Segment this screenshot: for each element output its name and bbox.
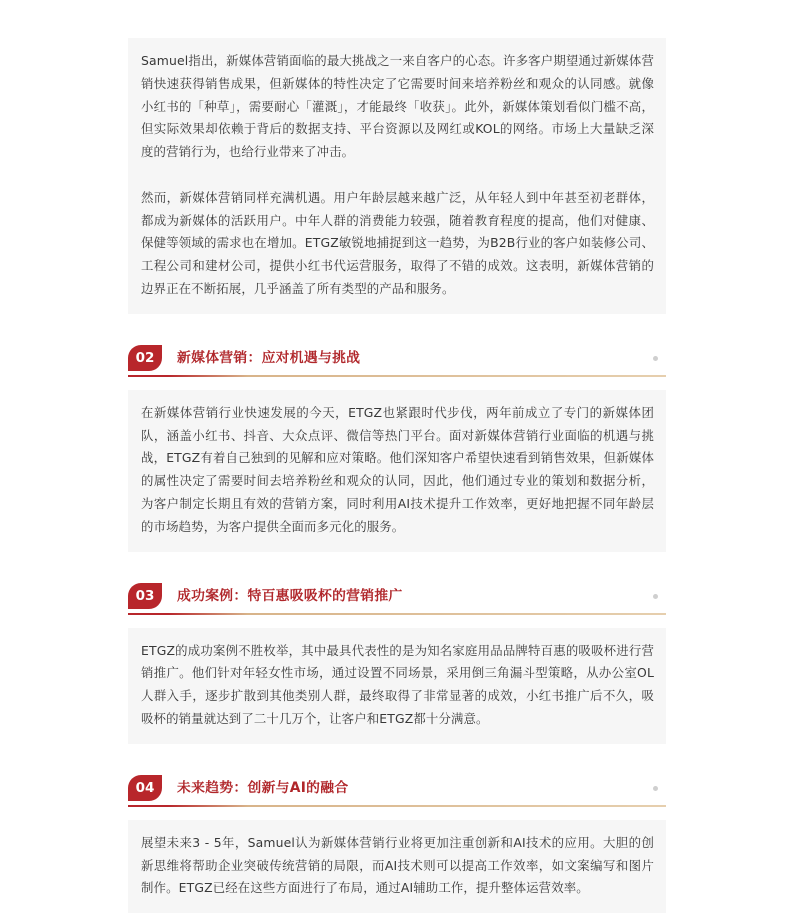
dot-icon: [653, 594, 658, 599]
section-title: 成功案例：特百惠吸吸杯的营销推广: [177, 587, 403, 604]
section-02-text-box: [128, 390, 666, 552]
section-number-badge: 04: [128, 775, 162, 801]
section-header-03: [128, 583, 666, 615]
section-04-paragraph: 展望未来3 - 5年，Samuel认为新媒体营销行业将更加注重创新和AI技术的应用。大胆的创新思维将帮助企业突破传统营销的局限，而AI技术则可以提高工作效率，如文案编写和图片制作。ETGZ已经在这些方面进行了布局，通过AI辅助工作，提升整体运营效率。: [141, 834, 654, 896]
section-number-badge: 02: [128, 345, 162, 371]
section-divider: [128, 375, 666, 377]
dot-icon: [653, 786, 658, 791]
section-header-02: [128, 345, 666, 377]
dot-icon: [653, 356, 658, 361]
section-02-paragraph: 在新媒体营销行业快速发展的今天，ETGZ也紧跟时代步伐，两年前成立了专门的新媒体团队，涵盖小红书、抖音、大众点评、微信等热门平台。面对新媒体营销行业面临的机遇与挑战，ETGZ有着自己独到的见解和应对策略。他们深知客户希望快速看到销售效果，但新媒体的属性决定了需要时间去培养粉丝和观众的认同，因此，他们通过专业的策划和数据分析，为客户制定长期且有效的营销方案，同时利用AI技术提升工作效率，更好地把握不同年龄层的市场趋势，为客户提供全面而多元化的服务。: [141, 404, 654, 534]
section-divider: [128, 613, 666, 615]
intro-text-box: [128, 38, 666, 314]
section-03-text-box: [128, 628, 666, 744]
section-03-paragraph: ETGZ的成功案例不胜枚举，其中最具代表性的是为知名家庭用品品牌特百惠的吸吸杯进行营销推广。他们针对年轻女性市场，通过设置不同场景，采用倒三角漏斗型策略，从办公室OL人群入手，逐步扩散到其他类别人群，最终取得了非常显著的成效，小红书推广后不久，吸吸杯的销量就达到了二十几万个，让客户和ETGZ都十分满意。: [141, 642, 654, 726]
section-title: 未来趋势：创新与AI的融合: [177, 779, 349, 796]
section-divider: [128, 805, 666, 807]
section-title: 新媒体营销：应对机遇与挑战: [177, 349, 361, 366]
intro-paragraph-2: 然而，新媒体营销同样充满机遇。用户年龄层越来越广泛，从年轻人到中年甚至初老群体，都成为新媒体的活跃用户。中年人群的消费能力较强，随着教育程度的提高，他们对健康、保健等领域的需求也在增加。ETGZ敏锐地捕捉到这一趋势，为B2B行业的客户如装修公司、工程公司和建材公司，提供小红书代运营服务，取得了不错的成效。这表明，新媒体营销的边界正在不断拓展，几乎涵盖了所有类型的产品和服务。: [141, 189, 654, 296]
section-number-badge: 03: [128, 583, 162, 609]
intro-paragraph-1: Samuel指出，新媒体营销面临的最大挑战之一来自客户的心态。许多客户期望通过新媒体营销快速获得销售成果，但新媒体的特性决定了它需要时间来培养粉丝和观众的认同感。就像小红书的「种草」，需要耐心「灌溉」，才能最终「收获」。此外，新媒体策划看似门槛不高，但实际效果却依赖于背后的数据支持、平台资源以及网红或KOL的网络。市场上大量缺乏深度的营销行为，也给行业带来了冲击。: [141, 53, 654, 160]
section-04-text-box: [128, 820, 666, 913]
article-column: [128, 38, 666, 913]
section-header-04: [128, 775, 666, 807]
